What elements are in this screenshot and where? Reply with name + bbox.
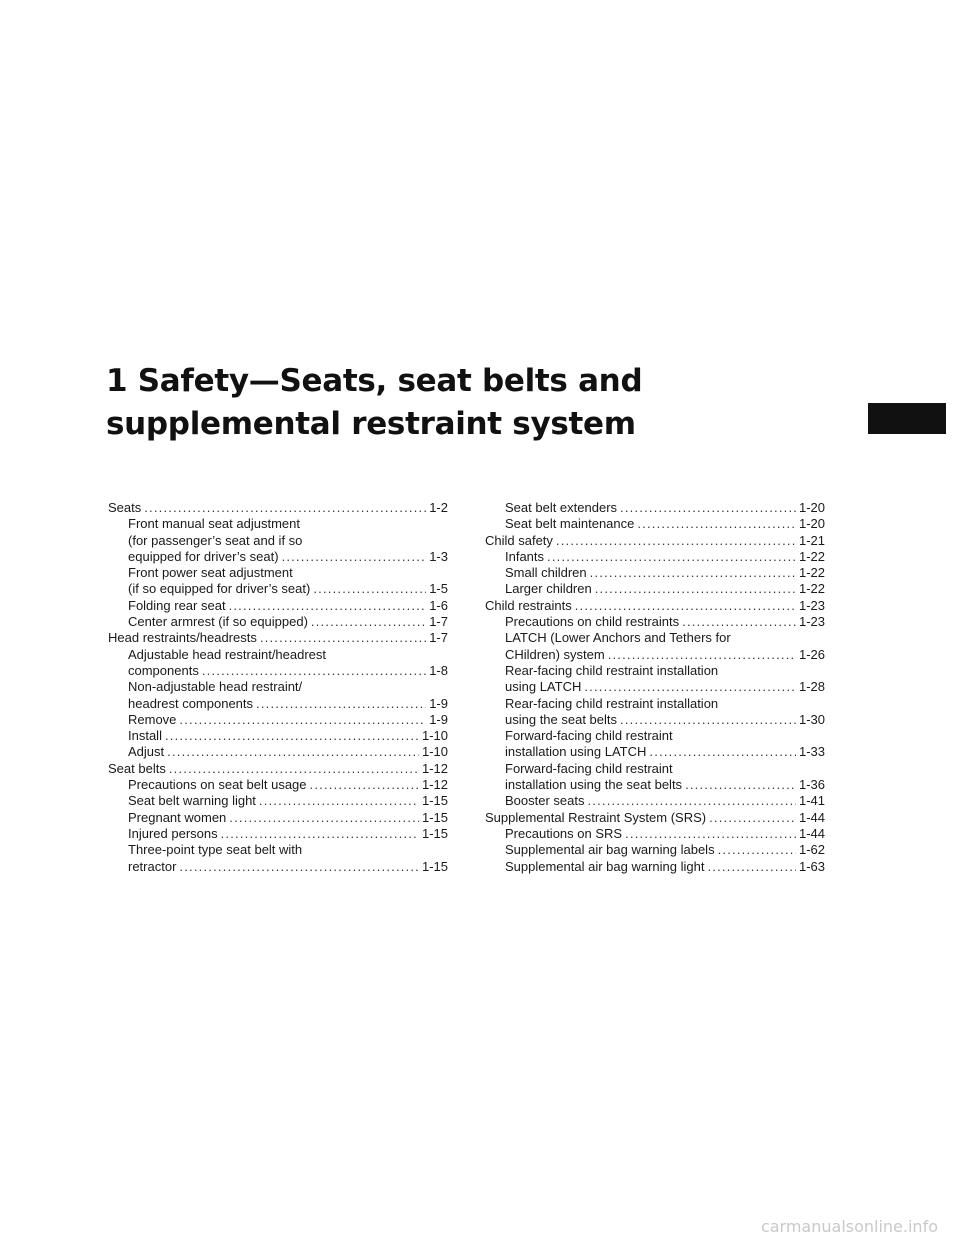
toc-entry-title-line: Non-adjustable head restraint/ [128, 679, 303, 695]
toc-entry-title-line: Front power seat adjustment [128, 565, 293, 581]
toc-entry-title: Remove [128, 711, 177, 727]
toc-entry-leader-row [485, 533, 825, 549]
toc-entry-page: 1-30 [798, 711, 825, 727]
dot-leader [608, 647, 796, 663]
toc-entry-title: Supplemental Restraint System (SRS) [485, 809, 707, 825]
toc-entry-title: installation using the seat belts [505, 777, 683, 793]
toc-entry-title: Precautions on seat belt usage [128, 777, 307, 793]
dot-leader [256, 696, 426, 712]
dot-leader [707, 859, 796, 875]
dot-leader [595, 581, 796, 597]
dot-leader [229, 598, 427, 614]
toc-entry-page: 1-41 [798, 793, 825, 809]
toc-entry-title: Precautions on child restraints [505, 614, 680, 630]
dot-leader [709, 810, 796, 826]
toc-entry-title-line: LATCH (Lower Anchors and Tethers for [505, 630, 731, 646]
toc-entry-leader-row [128, 793, 448, 809]
dot-leader [682, 614, 796, 630]
toc-entry[interactable] [485, 565, 825, 581]
toc-entry-title: Adjust [128, 744, 165, 760]
toc-entry-title: Head restraints/headrests [108, 630, 257, 646]
toc-entry-leader-row [108, 761, 448, 777]
toc-entry-page: 1-44 [798, 825, 825, 841]
dot-leader [588, 793, 796, 809]
toc-entry-title: Install [128, 728, 162, 744]
toc-entry-leader-row [505, 565, 825, 581]
chapter-title-line-2: supplemental restraint system [106, 406, 636, 442]
toc-entry[interactable] [108, 810, 448, 826]
toc-right-column [485, 500, 825, 875]
toc-entry[interactable] [485, 533, 825, 549]
toc-entry-title: components [128, 662, 199, 678]
dot-leader [649, 744, 796, 760]
toc-entry-title-line: Adjustable head restraint/headrest [128, 646, 327, 662]
toc-entry[interactable] [108, 744, 448, 760]
toc-entry-title-line: Three-point type seat belt with [128, 842, 303, 858]
toc-entry-page: 1-2 [429, 500, 448, 515]
toc-entry-title: Center armrest (if so equipped) [128, 614, 308, 630]
toc-entry-leader-row [505, 679, 825, 695]
toc-entry-leader-row [505, 647, 825, 663]
toc-entry-leader-row [108, 630, 448, 646]
dot-leader [313, 581, 426, 597]
toc-entry-title: installation using LATCH [505, 744, 647, 760]
toc-entry[interactable] [485, 516, 825, 532]
dot-leader [685, 777, 796, 793]
toc-entry-leader-row [505, 712, 825, 728]
dot-leader [165, 728, 419, 744]
toc-entry[interactable] [485, 663, 825, 696]
toc-entry-title: Seat belt maintenance [505, 516, 635, 532]
toc-entry[interactable] [108, 516, 448, 565]
dot-leader [547, 549, 796, 565]
watermark: carmanualsonline.info [760, 1217, 938, 1236]
toc-entry-page: 1-15 [421, 858, 448, 874]
toc-entry[interactable] [108, 565, 448, 598]
dot-leader [310, 777, 419, 793]
dot-leader [144, 500, 426, 516]
dot-leader [620, 500, 796, 516]
toc-entry[interactable] [108, 793, 448, 809]
dot-leader [229, 810, 419, 826]
toc-entry[interactable] [485, 842, 825, 858]
dot-leader [311, 614, 426, 630]
dot-leader [179, 712, 426, 728]
toc-entry-page: 1-23 [798, 597, 825, 613]
dot-leader [556, 533, 796, 549]
toc-entry-page: 1-22 [798, 565, 825, 581]
toc-entry[interactable] [108, 679, 448, 712]
toc-entry-page: 1-22 [798, 548, 825, 564]
toc-entry-leader-row [128, 810, 448, 826]
toc-entry-page: 1-10 [421, 744, 448, 760]
toc-entry-leader-row [128, 712, 448, 728]
toc-entry-leader-row [128, 663, 448, 679]
toc-entry-title: using the seat belts [505, 711, 618, 727]
toc-entry-page: 1-3 [429, 548, 448, 564]
toc-entry-leader-row [505, 516, 825, 532]
toc-entry-page: 1-36 [798, 777, 825, 793]
toc-entry[interactable] [485, 598, 825, 614]
toc-entry[interactable] [485, 793, 825, 809]
toc-entry-title-line: Rear-facing child restraint installation [505, 662, 719, 678]
toc-entry-page: 1-62 [798, 842, 825, 858]
toc-entry-page: 1-28 [798, 679, 825, 695]
toc-entry-page: 1-15 [421, 825, 448, 841]
toc-entry-leader-row [128, 859, 448, 875]
toc-entry-leader-row [128, 777, 448, 793]
dot-leader [221, 826, 419, 842]
toc-entry[interactable] [108, 500, 448, 516]
toc-entry-page: 1-8 [429, 662, 448, 678]
toc-entry[interactable] [108, 728, 448, 744]
toc-entry-leader-row [505, 826, 825, 842]
toc-entry-leader-row [128, 728, 448, 744]
toc-entry-leader-row [128, 581, 448, 597]
toc-entry-title: CHildren) system [505, 646, 605, 662]
toc-entry-page: 1-7 [429, 614, 448, 630]
toc-entry-page: 1-7 [429, 630, 448, 646]
toc-entry-page: 1-26 [798, 646, 825, 662]
toc-entry-page: 1-5 [429, 581, 448, 597]
toc-entry-leader-row [128, 549, 448, 565]
dot-leader [575, 598, 796, 614]
toc-entry-title-line: Forward-facing child restraint [505, 728, 673, 744]
toc-entry-page: 1-9 [429, 711, 448, 727]
dot-leader [260, 630, 426, 646]
chapter-title [106, 360, 642, 446]
toc-entry-title: Seat belt warning light [128, 793, 256, 809]
toc-entry-leader-row [128, 744, 448, 760]
toc-entry-leader-row [505, 500, 825, 516]
toc-entry-page: 1-10 [421, 728, 448, 744]
toc-entry[interactable] [108, 826, 448, 842]
dot-leader [202, 663, 426, 679]
toc-entry-leader-row [505, 549, 825, 565]
toc-entry-leader-row [505, 777, 825, 793]
toc-entry-title: Small children [505, 565, 587, 581]
toc-entry[interactable] [108, 842, 448, 875]
dot-leader [620, 712, 796, 728]
toc-entry-page: 1-9 [429, 695, 448, 711]
toc-entry-page: 1-21 [798, 532, 825, 548]
toc-entry[interactable] [485, 761, 825, 794]
toc-entry[interactable] [485, 826, 825, 842]
toc-entry-leader-row [505, 744, 825, 760]
toc-entry-title: Supplemental air bag warning labels [505, 842, 715, 858]
toc-entry-title: Infants [505, 548, 545, 564]
toc-entry[interactable] [485, 728, 825, 761]
toc-entry-title: Seats [108, 500, 142, 515]
toc-entry[interactable] [108, 647, 448, 680]
toc-entry-page: 1-15 [421, 809, 448, 825]
toc-entry-leader-row [128, 614, 448, 630]
toc-entry[interactable] [485, 500, 825, 516]
dot-leader [718, 842, 796, 858]
dot-leader [282, 549, 427, 565]
toc-entry-page: 1-12 [421, 760, 448, 776]
toc-entry[interactable] [485, 630, 825, 663]
toc-left-column [108, 500, 448, 875]
toc-entry-page: 1-6 [429, 597, 448, 613]
toc-entry-leader-row [505, 842, 825, 858]
toc-entry-title-line: Forward-facing child restraint [505, 760, 673, 776]
toc-entry-title: Booster seats [505, 793, 585, 809]
toc-entry[interactable] [485, 810, 825, 826]
toc-entry-leader-row [128, 696, 448, 712]
toc-entry-page: 1-23 [798, 614, 825, 630]
toc-entry-page: 1-20 [798, 500, 825, 515]
dot-leader [625, 826, 796, 842]
toc-entry-title: Injured persons [128, 825, 218, 841]
toc-entry-title: Pregnant women [128, 809, 227, 825]
toc-entry[interactable] [108, 777, 448, 793]
toc-entry-title: Child safety [485, 532, 553, 548]
toc-entry-page: 1-22 [798, 581, 825, 597]
toc-entry-title: headrest components [128, 695, 254, 711]
toc-entry-leader-row [128, 598, 448, 614]
toc-entry-title-line: (for passenger’s seat and if so [128, 532, 303, 548]
toc-entry-leader-row [505, 614, 825, 630]
toc-entry[interactable] [485, 614, 825, 630]
toc-entry-title: equipped for driver’s seat) [128, 548, 279, 564]
dot-leader [167, 744, 419, 760]
toc-entry-title: retractor [128, 858, 177, 874]
dot-leader [637, 516, 796, 532]
toc-entry-page: 1-20 [798, 516, 825, 532]
toc-entry[interactable] [108, 630, 448, 646]
toc-entry-title: (if so equipped for driver’s seat) [128, 581, 311, 597]
toc-entry[interactable] [108, 712, 448, 728]
toc-entry-page: 1-33 [798, 744, 825, 760]
toc-entry-title: Larger children [505, 581, 592, 597]
toc-entry-title: Child restraints [485, 597, 572, 613]
toc-entry-title: Seat belts [108, 760, 166, 776]
toc-entry-title: using LATCH [505, 679, 582, 695]
toc-entry-leader-row [128, 826, 448, 842]
dot-leader [590, 565, 796, 581]
dot-leader [259, 793, 419, 809]
toc-entry-page: 1-63 [798, 858, 825, 874]
toc-entry[interactable] [485, 581, 825, 597]
dot-leader [169, 761, 419, 777]
toc-entry-leader-row [505, 581, 825, 597]
toc-entry-leader-row [108, 500, 448, 516]
toc-entry[interactable] [108, 761, 448, 777]
toc-entry-title-line: Front manual seat adjustment [128, 516, 300, 532]
chapter-tab-marker [868, 403, 946, 434]
toc-entry[interactable] [485, 859, 825, 875]
toc-entry-leader-row [485, 810, 825, 826]
toc-entry-title-line: Rear-facing child restraint installation [505, 695, 719, 711]
chapter-title-line-1: 1 Safety—Seats, seat belts and [106, 363, 643, 399]
toc-entry-page: 1-15 [421, 793, 448, 809]
toc-entry-leader-row [505, 793, 825, 809]
toc-entry-title: Precautions on SRS [505, 825, 623, 841]
toc-entry-title: Supplemental air bag warning light [505, 858, 705, 874]
toc-entry-leader-row [505, 859, 825, 875]
toc-entry-title: Seat belt extenders [505, 500, 618, 515]
toc-entry[interactable] [485, 549, 825, 565]
toc-entry[interactable] [108, 598, 448, 614]
toc-entry-page: 1-12 [421, 777, 448, 793]
toc-entry[interactable] [108, 614, 448, 630]
dot-leader [179, 859, 419, 875]
toc-entry-page: 1-44 [798, 809, 825, 825]
toc-entry-leader-row [485, 598, 825, 614]
dot-leader [584, 679, 796, 695]
toc-entry[interactable] [485, 696, 825, 729]
toc-entry-title: Folding rear seat [128, 597, 226, 613]
